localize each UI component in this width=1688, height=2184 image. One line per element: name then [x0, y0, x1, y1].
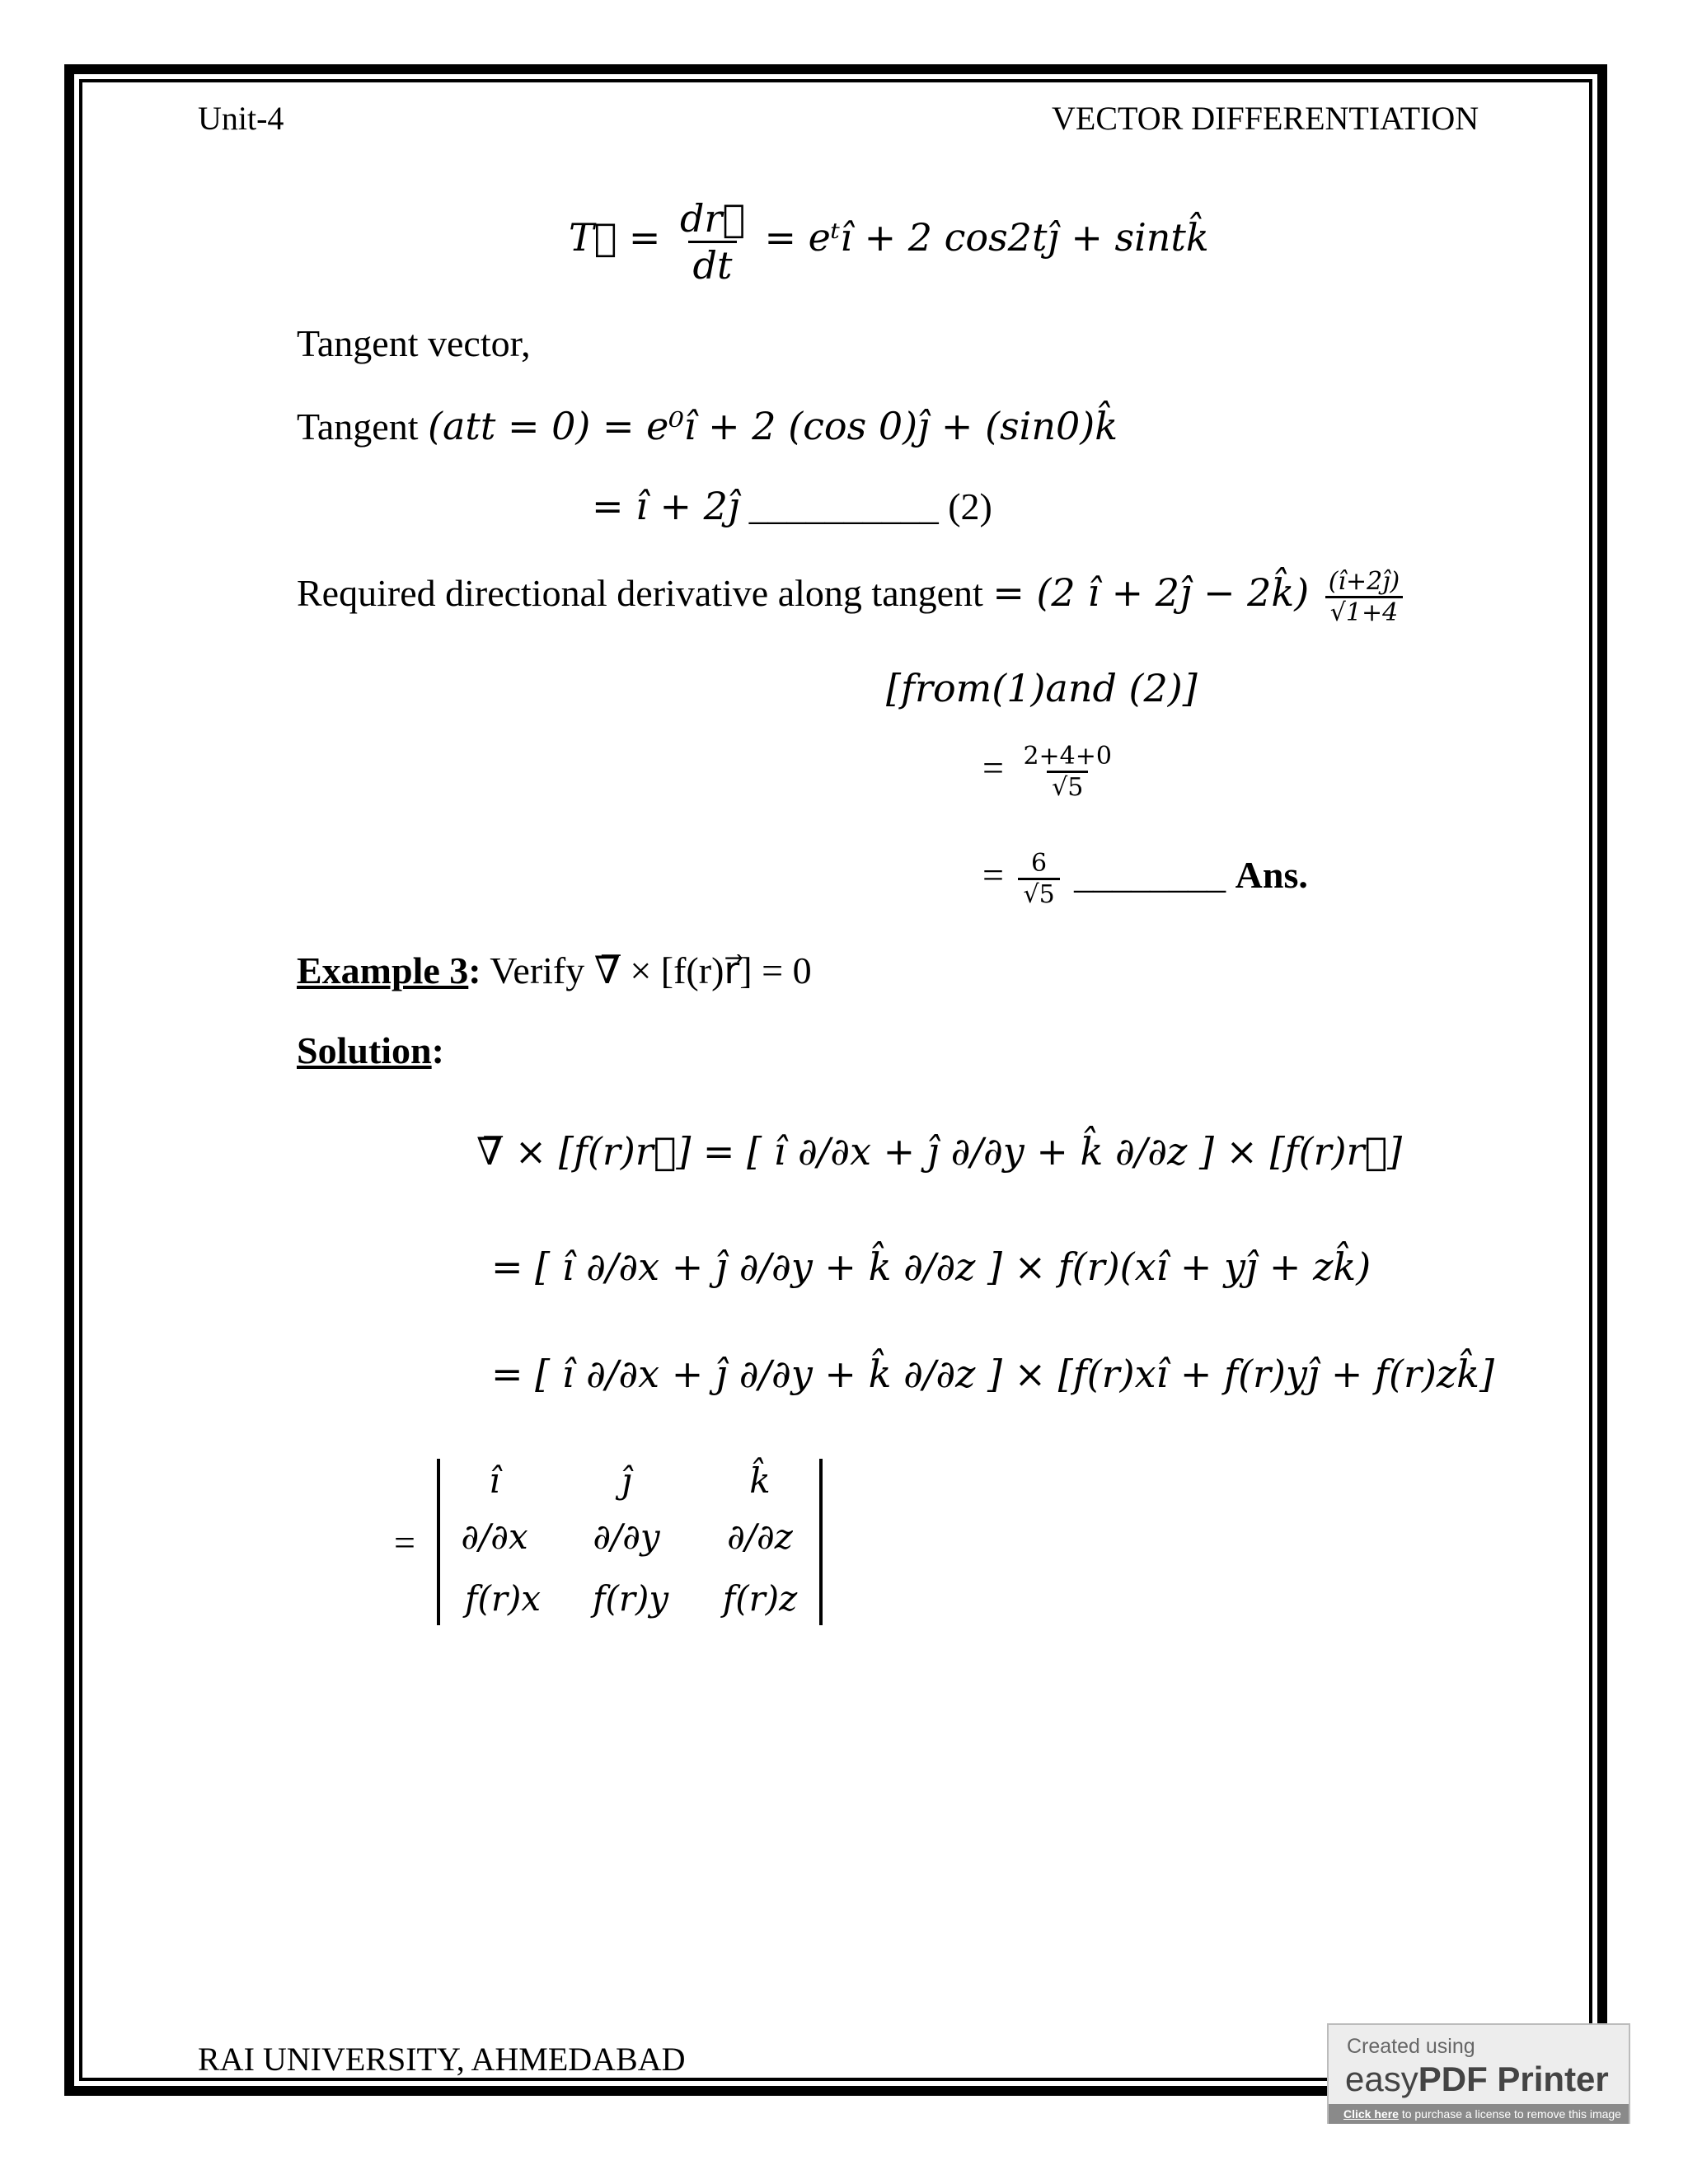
- tangent-heading: Tangent vector,: [297, 322, 531, 364]
- tangent-line-2-tail: __________ (2): [748, 485, 992, 527]
- badge-logo-easy: easy: [1345, 2060, 1418, 2098]
- eq-t-lhs: T⃗ =: [569, 215, 661, 260]
- determinant-equals: =: [394, 1521, 415, 1563]
- det-r2c2: ∂/∂y: [593, 1516, 660, 1557]
- solution-colon: :: [431, 1029, 444, 1071]
- example-3-text: Verify ∇̅ × [f(r)r⃗] = 0: [490, 949, 812, 991]
- dd-math: = (2 î + 2ĵ − 2k̂): [992, 570, 1310, 616]
- badge-license-bar: [1329, 2104, 1629, 2124]
- sol-eq1-op: [ î ∂/∂x + ĵ ∂/∂y + k̂ ∂/∂z ]: [747, 1129, 1214, 1174]
- det-r1c2: ĵ: [621, 1460, 632, 1501]
- example-3-colon: :: [468, 949, 481, 991]
- det-r3c3: f(r)z: [722, 1578, 798, 1619]
- dd-num: (î+2ĵ): [1328, 567, 1400, 596]
- eq-t-num: dr⃗: [679, 196, 745, 241]
- det-r1c1: î: [489, 1460, 500, 1501]
- result2-num: 6: [1031, 849, 1048, 878]
- tangent-line-2: [592, 484, 992, 528]
- sol-eq1-lhs: ∇̅ × [f(r)r⃗] =: [476, 1129, 735, 1174]
- page-border-inner: [79, 79, 1592, 2081]
- det-r2c3: ∂/∂z: [727, 1516, 793, 1557]
- solution-eq-2: = [ î ∂/∂x + ĵ ∂/∂y + k̂ ∂/∂z ] × f(r)(xî + yĵ + zk̂): [491, 1244, 1372, 1289]
- result-line-1: [982, 742, 1122, 802]
- result2-tail: ________: [1074, 854, 1226, 897]
- sol-eq1-rhs: × [f(r)r⃗]: [1226, 1129, 1403, 1174]
- answer-label: Ans.: [1235, 854, 1308, 897]
- easypdf-badge[interactable]: [1327, 2023, 1630, 2124]
- badge-logo: [1345, 2060, 1609, 2099]
- eq-t-den: dt: [688, 241, 738, 288]
- det-r2c1: ∂/∂x: [461, 1516, 528, 1557]
- dd-den: √1+4: [1325, 596, 1403, 627]
- result1-fraction: [1018, 742, 1117, 802]
- result1-num: 2+4+0: [1023, 742, 1112, 771]
- dd-fraction: [1324, 567, 1405, 627]
- tangent-label: Tangent: [297, 405, 419, 448]
- solution-label: Solution: [297, 1029, 432, 1071]
- eq-t-rhs: = eᵗî + 2 cos2tĵ + sintk̂: [764, 215, 1209, 260]
- equation-tangent-def: [569, 196, 1209, 288]
- directional-derivative-line: [297, 567, 1409, 627]
- tangent-line-2-math: = î + 2ĵ: [592, 484, 740, 528]
- header-title: VECTOR DIFFERENTIATION: [1052, 100, 1479, 137]
- result2-den: √5: [1018, 878, 1059, 909]
- det-r1c3: k̂: [749, 1460, 771, 1501]
- example-3-label: Example 3: [297, 949, 469, 991]
- dd-text: Required directional derivative along tangent: [297, 572, 983, 615]
- solution-eq-1: [476, 1129, 1402, 1174]
- det-r3c1: f(r)x: [464, 1578, 542, 1619]
- result1-eq: =: [982, 747, 1004, 790]
- det-r3c2: f(r)y: [592, 1578, 669, 1619]
- badge-click-here-link[interactable]: Click here: [1343, 2107, 1399, 2121]
- footer-university: RAI UNIVERSITY, AHMEDABAD: [198, 2041, 686, 2078]
- header-unit: Unit-4: [198, 100, 284, 137]
- result2-eq: =: [982, 854, 1004, 897]
- eq-t-fraction: [675, 196, 750, 288]
- result1-den: √5: [1047, 771, 1088, 802]
- badge-logo-pdf: PDF Printer: [1418, 2060, 1609, 2098]
- result-line-2: [982, 849, 1308, 909]
- tangent-line-1-math: (att = 0) = e⁰î + 2 (cos 0)ĵ + (sin0)k̂: [428, 404, 1118, 448]
- tangent-line-1: [297, 404, 1118, 448]
- solution-heading: [297, 1029, 444, 1072]
- badge-license-text: to purchase a license to remove this image: [1398, 2107, 1621, 2121]
- badge-created-using: Created using: [1347, 2035, 1475, 2058]
- example-3: [297, 948, 812, 992]
- solution-eq-3: = [ î ∂/∂x + ĵ ∂/∂y + k̂ ∂/∂z ] × [f(r)xî + f(r)yĵ + f(r)zk̂]: [491, 1352, 1494, 1396]
- from-reference: [from(1)and (2)]: [886, 666, 1198, 710]
- result2-fraction: [1018, 849, 1059, 909]
